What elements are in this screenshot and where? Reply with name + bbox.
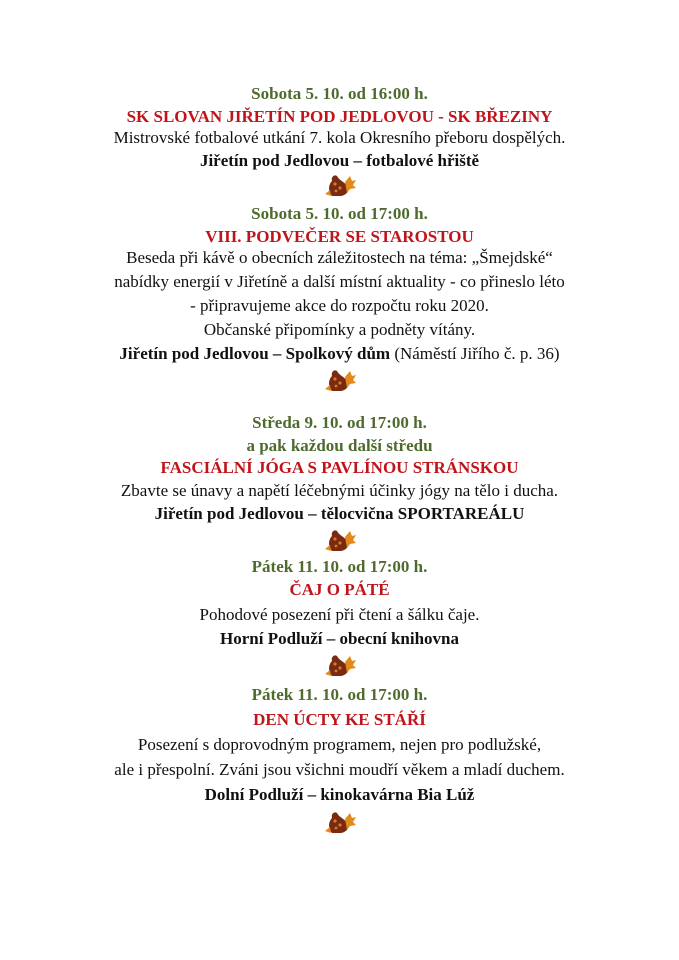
event-3-title: FASCIÁLNÍ JÓGA S PAVLÍNOU STRÁNSKOU xyxy=(160,458,519,477)
event-2-place-line xyxy=(0,343,679,365)
event-2-place: Jiřetín pod Jedlovou – Spolkový dům xyxy=(119,344,391,363)
event-1-description-1: Mistrovské fotbalové utkání 7. kola Okresního přeboru dospělých. xyxy=(113,128,566,147)
event-2-date: Sobota 5. 10. od 17:00 h. xyxy=(251,204,428,223)
event-2-description-3: - připravujeme akce do rozpočtu roku 2020. xyxy=(190,296,489,315)
event-5-date: Pátek 11. 10. od 17:00 h. xyxy=(251,685,428,704)
event-1-date: Sobota 5. 10. od 16:00 h. xyxy=(251,84,428,103)
event-2-description-1: Beseda při kávě o obecních záležitostech na téma: „Šmejdské“ xyxy=(126,248,553,267)
event-2-description-2: nabídky energií v Jiřetíně a další místní aktuality - co přineslo léto xyxy=(114,272,565,291)
event-2-title: VIII. PODVEČER SE STAROSTOU xyxy=(205,227,474,246)
event-5-description-1: Posezení s doprovodným programem, nejen pro podlužské, xyxy=(137,735,542,754)
autumn-leaf-ornament-icon xyxy=(323,652,357,678)
event-4-description-1: Pohodové posezení při čtení a šálku čaje. xyxy=(199,605,480,624)
event-4-title: ČAJ O PÁTÉ xyxy=(289,580,390,599)
autumn-leaf-ornament-icon xyxy=(323,809,357,835)
event-5-place: Dolní Podluží – kinokavárna Bia Lúž xyxy=(204,785,475,804)
autumn-leaf-ornament-icon xyxy=(323,367,357,393)
event-1-title: SK SLOVAN JIŘETÍN POD JEDLOVOU - SK BŘEZINY xyxy=(126,107,553,126)
event-1-place: Jiřetín pod Jedlovou – fotbalové hřiště xyxy=(199,151,480,170)
event-3-description-1: Zbavte se únavy a napětí léčebnými účinky jógy na tělo i ducha. xyxy=(120,481,559,500)
event-4-date: Pátek 11. 10. od 17:00 h. xyxy=(251,557,428,576)
event-3-date-extra: a pak každou další středu xyxy=(246,436,433,455)
event-2-place-address: (Náměstí Jiřího č. p. 36) xyxy=(394,344,560,363)
autumn-leaf-ornament-icon xyxy=(323,527,357,553)
event-5-title: DEN ÚCTY KE STÁŘÍ xyxy=(253,710,426,729)
event-2-description-4: Občanské připomínky a podněty vítány. xyxy=(203,320,476,339)
event-5-description-2: ale i přespolní. Zváni jsou všichni moudří věkem a mladí duchem. xyxy=(114,760,565,779)
event-3-date: Středa 9. 10. od 17:00 h. xyxy=(252,413,427,432)
event-4-place: Horní Podluží – obecní knihovna xyxy=(220,629,459,648)
autumn-leaf-ornament-icon xyxy=(323,172,357,198)
event-3-place: Jiřetín pod Jedlovou – tělocvična SPORTAREÁLU xyxy=(154,504,525,523)
